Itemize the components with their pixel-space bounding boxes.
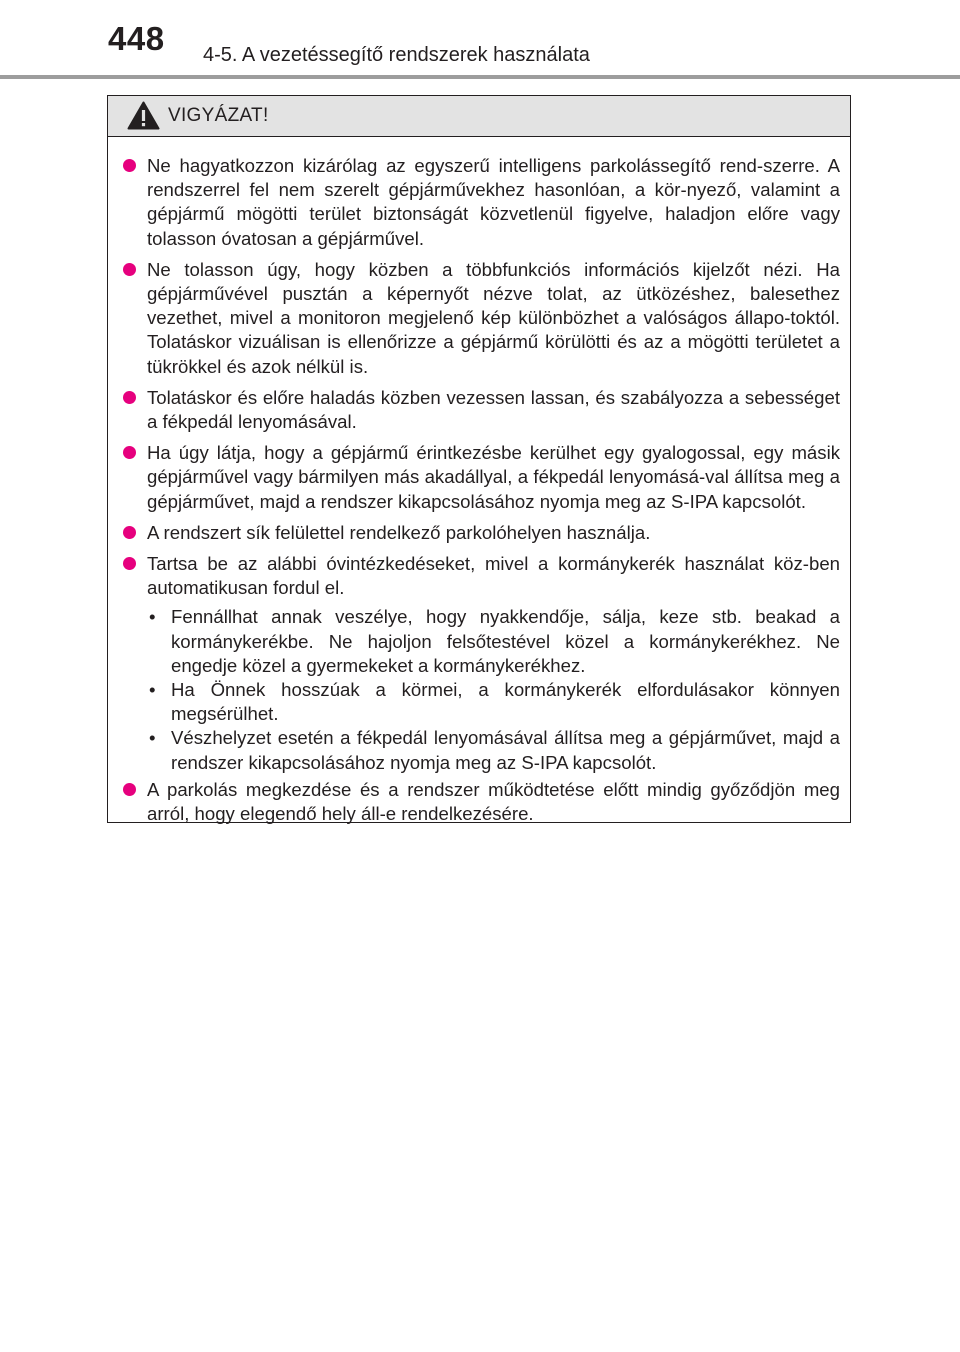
warning-item [122, 441, 840, 514]
warning-item [122, 778, 840, 826]
bullet-dot-icon [123, 557, 136, 570]
warning-item-text: Tartsa be az alábbi óvintézkedéseket, mivel a kormánykerék használat köz-ben automatikusan fordul el. [147, 553, 840, 599]
warning-item [122, 386, 840, 434]
warning-item-text: A rendszert sík felülettel rendelkező parkolóhelyen használja. [147, 521, 651, 543]
sub-bullet-icon: • [149, 679, 156, 701]
bullet-dot-icon [123, 391, 136, 404]
bullet-dot-icon [123, 159, 136, 172]
warning-header [108, 96, 850, 137]
warning-subitem [144, 605, 840, 678]
warning-subitem-text: Vészhelyzet esetén a fékpedál lenyomásával állítsa meg a gépjárművet, majd a rendszer kikapcsolásához nyomja meg az S-IPA kapcsolót. [171, 727, 840, 773]
warning-item-text: Ne hagyatkozzon kizárólag az egyszerű intelligens parkolássegítő rend-szerre. A rendszerrel fel nem szerelt gépjárművekhez hasonlóan, a kör-nyező, valamint a gépjármű mögötti terület biztonságát közvetlenül figyelve, haladjon előre vagy tolasson óvatosan a gépjárművel. [147, 155, 840, 249]
warning-item [122, 258, 840, 379]
page-header [0, 0, 960, 80]
warning-title: VIGYÁZAT! [168, 105, 269, 126]
bullet-dot-icon [123, 446, 136, 459]
chapter-title: 4-5. A vezetéssegítő rendszerek használata [203, 44, 590, 66]
warning-subitem [144, 726, 840, 774]
header-divider [0, 75, 960, 79]
warning-item-text: Tolatáskor és előre haladás közben vezessen lassan, és szabályozza a sebességet a fékpedál lenyomásával. [147, 386, 840, 433]
warning-item [122, 521, 840, 545]
sub-bullet-icon: • [149, 606, 156, 628]
warning-item [122, 154, 840, 251]
bullet-dot-icon [123, 783, 136, 796]
warning-subitem-text: Fennállhat annak veszélye, hogy nyakkendője, sálja, keze stb. beakad a kormánykerékbe. Ne hajoljon felsőtestével közel a kormánykerékhez. Ne engedje közel a gyermekeket a kormánykerékhez. [171, 606, 840, 676]
warning-sublist [122, 605, 840, 774]
bullet-dot-icon [123, 263, 136, 276]
warning-body [108, 137, 850, 826]
warning-item-text: A parkolás megkezdése és a rendszer működtetése előtt mindig győződjön meg arról, hogy elegendő hely áll-e rendelkezésére. [147, 778, 840, 825]
warning-item [122, 552, 840, 600]
warning-box [107, 95, 851, 823]
page-number: 448 [108, 20, 165, 57]
warning-triangle-icon [127, 101, 160, 130]
warning-subitem [144, 678, 840, 726]
bullet-dot-icon [123, 526, 136, 539]
warning-item-text: Ha úgy látja, hogy a gépjármű érintkezésbe kerülhet egy gyalogossal, egy másik gépjárművel vagy bármilyen más akadállyal, a fékpedál lenyomásá-val állítsa meg a gépjárművet, majd a rendszer kikapcsolásához nyomja meg az S-IPA kapcsolót. [147, 442, 840, 512]
sub-bullet-icon: • [149, 727, 156, 749]
warning-subitem-text: Ha Önnek hosszúak a körmei, a kormánykerék elfordulásakor könnyen megsérülhet. [171, 679, 840, 725]
warning-item-text: Ne tolasson úgy, hogy közben a többfunkciós információs kijelzőt nézi. Ha gépjárművével pusztán a képernyőt nézve tolat, az ütközéshez, balesethez vezethet, mivel a monitoron megjelenő kép különbözhet a valóságos állapo-toktól. Tolatáskor vizuálisan is ellenőrizze a gépjármű körülötti és az a mögötti területet a tükrökkel és azok nélkül is. [147, 258, 840, 377]
